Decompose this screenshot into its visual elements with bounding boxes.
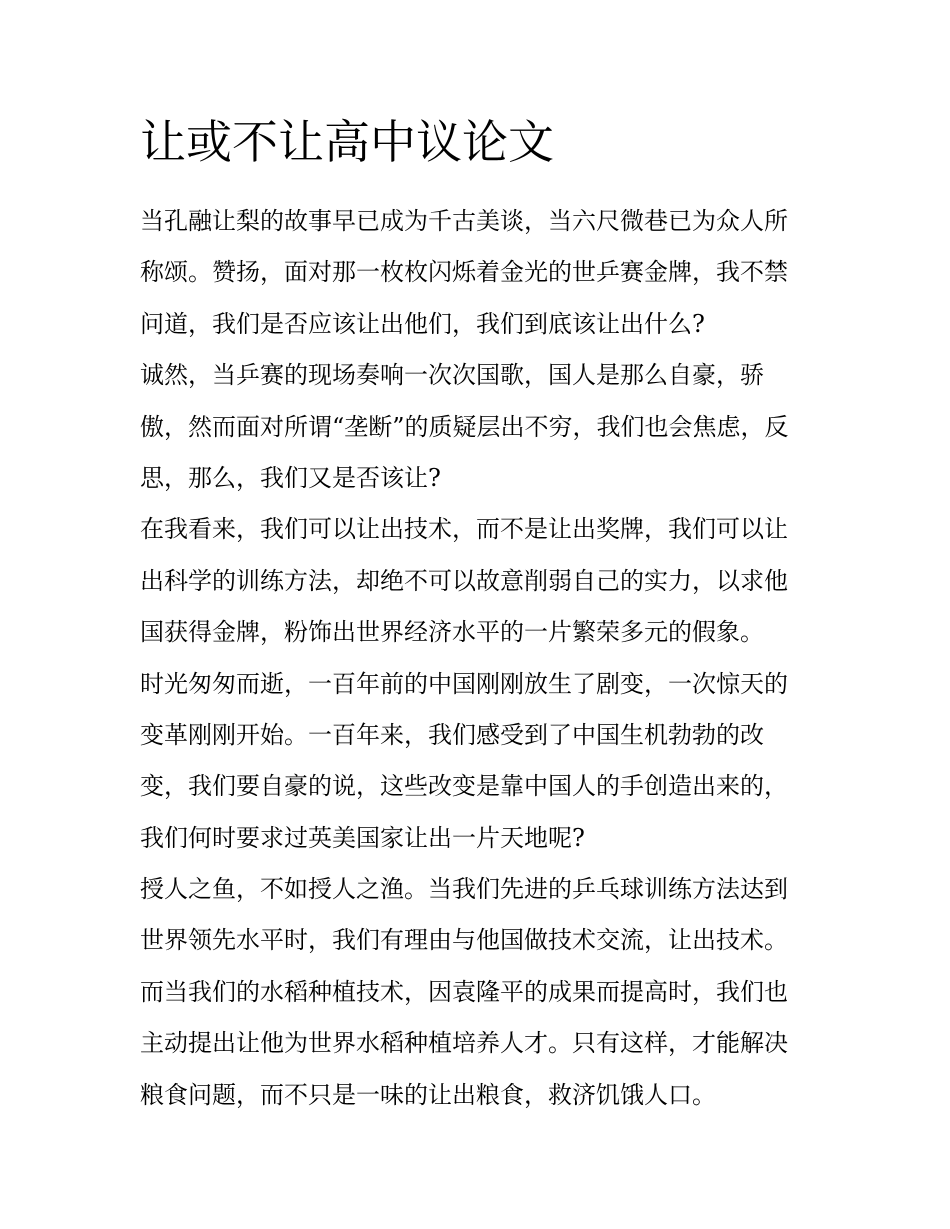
text-line: 世界领先水平时，我们有理由与他国做技术交流，让出技术。: [140, 926, 788, 955]
document-title: 让或不让高中议论文: [140, 115, 554, 169]
text-line: 我们何时要求过英美国家让出一片天地呢?: [140, 823, 585, 852]
paragraph: [140, 350, 812, 504]
text-line: 当孔融让梨的故事早已成为千古美谈，当六尺微巷已为众人所: [140, 207, 788, 235]
text-line: 变，我们要自豪的说，这些改变是靠中国人的手创造出来的，: [140, 772, 788, 801]
paragraph: [140, 659, 812, 865]
text-line: 时光匆匆而逝，一百年前的中国刚刚放生了剧变，一次惊天的: [140, 669, 788, 698]
text-line: 而当我们的水稻种植技术，因袁隆平的成果而提高时，我们也: [140, 977, 788, 1006]
text-line: 思，那么，我们又是否该让?: [140, 463, 441, 492]
document-body: [140, 196, 812, 1121]
text-line: 在我看来，我们可以让出技术，而不是让出奖牌，我们可以让: [140, 515, 788, 544]
text-line: 主动提出让他为世界水稻种植培养人才。只有这样，才能解决: [140, 1029, 788, 1058]
paragraph: [140, 504, 812, 658]
text-line: 称颂。赞扬，面对那一枚枚闪烁着金光的世乒赛金牌，我不禁: [140, 258, 788, 287]
paragraph: [140, 864, 812, 1121]
text-line: 出科学的训练方法，却绝不可以故意削弱自己的实力，以求他: [140, 566, 788, 595]
paragraph: [140, 196, 812, 350]
text-line: 粮食问题，而不只是一味的让出粮食，救济饥饿人口。: [140, 1080, 716, 1109]
text-line: 国获得金牌，粉饰出世界经济水平的一片繁荣多元的假象。: [140, 618, 764, 647]
text-line: 问道，我们是否应该让出他们，我们到底该让出什么?: [140, 309, 705, 338]
text-line: 傲，然而面对所谓“垄断”的质疑层出不穷，我们也会焦虑，反: [140, 412, 789, 441]
text-line: 授人之鱼，不如授人之渔。当我们先进的乒乓球训练方法达到: [140, 875, 788, 904]
text-line: 变革刚刚开始。一百年来，我们感受到了中国生机勃勃的改: [140, 720, 764, 749]
text-line: 诚然，当乒赛的现场奏响一次次国歌，国人是那么自豪，骄: [140, 361, 764, 390]
